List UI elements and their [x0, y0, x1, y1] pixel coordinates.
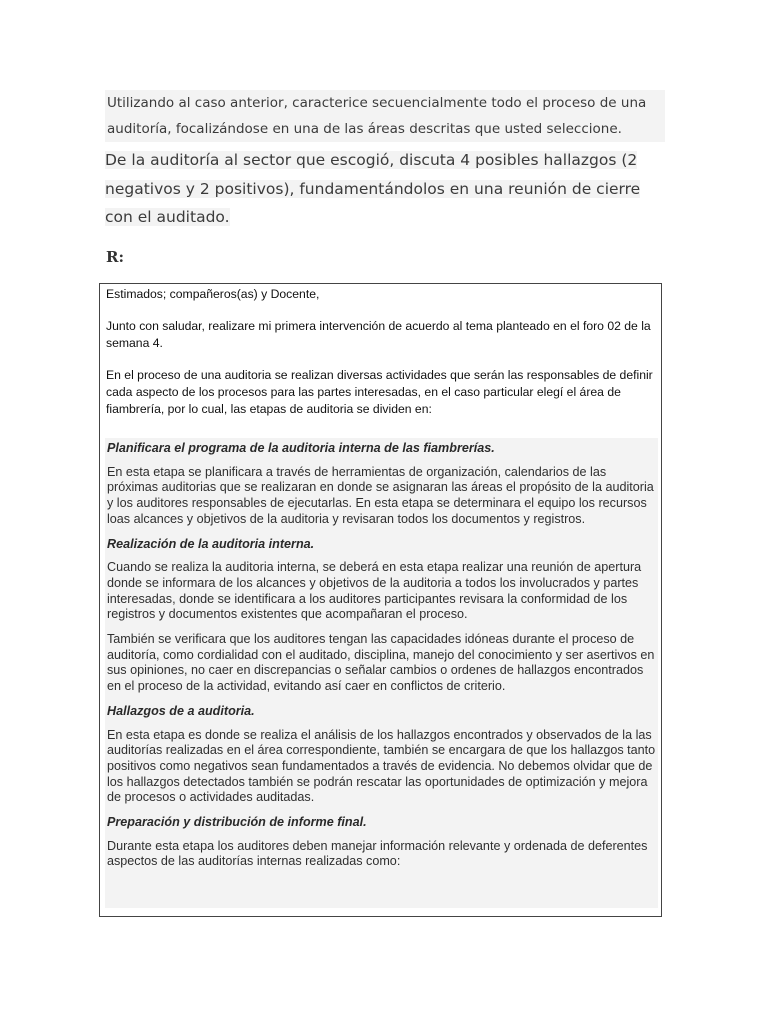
- section-2-title: Realización de la auditoria interna.: [107, 536, 315, 551]
- question-2: [105, 146, 645, 232]
- question-1: Utilizando al caso anterior, caracterice secuencialmente todo el proceso de una auditoría, focalizándose en una de las áreas descritas que usted seleccione.: [105, 90, 665, 142]
- intro-paragraph-1: Junto con saludar, realizare mi primera intervención de acuerdo al tema planteado en el foro 02 de la semana 4.: [106, 319, 651, 350]
- section-2-text-2: También se verificara que los auditores tengan las capacidades idóneas durante el proceso de auditoría, como cordialidad con el auditado, disciplina, manejo del conocimiento y ser asertivos en sus opiniones, no caer en discrepancias o señalar cambios o ordenes de hallazgos encontrados en el proceso de la actividad, evitando así caer en conflictos de criterio.: [107, 632, 655, 694]
- section-3-text: En esta etapa es donde se realiza el análisis de los hallazgos encontrados y observados de la las auditorías realizadas en el área correspondiente, también se encargara de que los hallazgos tanto positivos como negativos sean fundamentados a través de evidencia. No debemos olvidar que de los hallazgos detectados también se podrán rescatar las oportunidades de optimización y mejora de procesos o actividades auditadas.: [107, 727, 656, 805]
- section-4-text: Durante esta etapa los auditores deben manejar información relevante y ordenada de deferentes aspectos de las auditorías internas realizadas como:: [107, 838, 648, 869]
- section-1-text: En esta etapa se planificara a través de herramientas de organización, calendarios de las próximas auditorias que se realizaran en donde se asignaran las áreas el propósito de la auditoria y los auditores responsables de ejecutarlas. En esta etapa se determinara el equipo los recursos loas alcances y objetivos de la auditoria y revisaran todos los documentos y registros.: [107, 464, 654, 526]
- section-1-title: Planificara el programa de la auditoria interna de las fiambrerías.: [107, 441, 495, 455]
- greeting: Estimados; compañeros(as) y Docente,: [106, 287, 320, 301]
- section-4-title: Preparación y distribución de informe final.: [107, 815, 367, 830]
- stages-section: [105, 438, 658, 908]
- section-3-title: Hallazgos de a auditoria.: [107, 703, 255, 718]
- answer-intro: [106, 286, 656, 433]
- question-2-text: De la auditoría al sector que escogió, discuta 4 posibles hallazgos (2 negativos y 2 positivos), fundamentándolos en una reunión de cierre con el auditado.: [105, 151, 641, 226]
- intro-paragraph-2: En el proceso de una auditoria se realizan diversas actividades que serán las responsables de definir cada aspecto de los procesos para las partes interesadas, en el caso particular elegí el área de fiambrería, por lo cual, las etapas de auditoria se dividen en:: [106, 368, 653, 416]
- response-label: R:: [106, 248, 125, 266]
- section-2-text-1: Cuando se realiza la auditoria interna, se deberá en esta etapa realizar una reunión de apertura donde se informara de los alcances y objetivos de la auditoria a todos los involucrados y partes interesadas, donde se identificara a los auditores participantes revisara la conformidad de los registros y documentos existentes que acompañaran el proceso.: [107, 560, 642, 622]
- answer-box: [99, 283, 662, 917]
